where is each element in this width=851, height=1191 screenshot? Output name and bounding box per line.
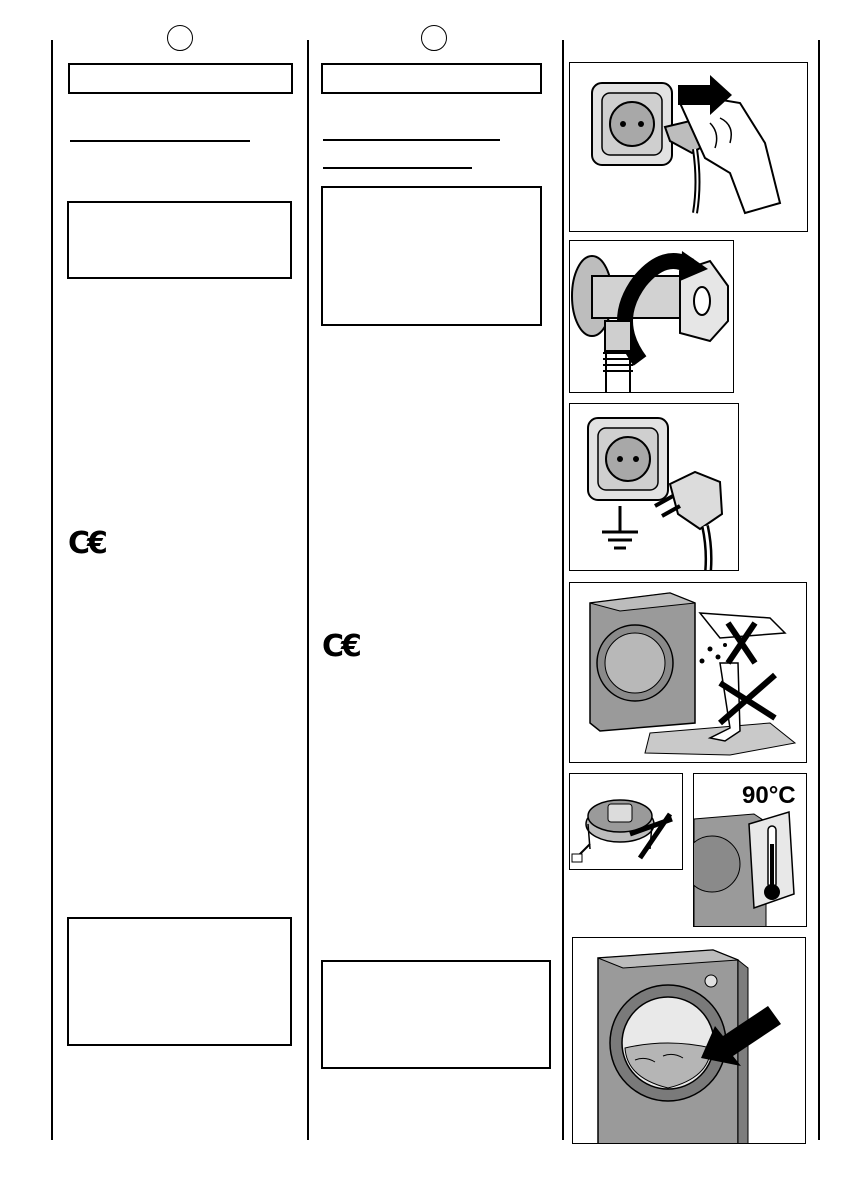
extension-reel-warning-illustration bbox=[569, 773, 683, 870]
unplug-icon bbox=[570, 63, 808, 232]
ce-mark-left: C€ bbox=[68, 526, 105, 561]
tap-illustration bbox=[569, 240, 734, 393]
far-right-column-rule bbox=[818, 40, 820, 1140]
earthed-socket-illustration bbox=[569, 403, 739, 571]
door-water-icon bbox=[573, 938, 806, 1144]
notice-box-left-bottom bbox=[67, 917, 292, 1046]
section-title-box-left bbox=[68, 63, 293, 94]
ce-mark-right: C€ bbox=[322, 629, 359, 664]
subheading-rule-right-1 bbox=[323, 139, 500, 141]
no-extension-reel-icon bbox=[570, 774, 683, 870]
subheading-rule-left bbox=[70, 140, 250, 142]
notice-box-right-top bbox=[321, 186, 542, 326]
earthed-socket-icon bbox=[570, 404, 739, 571]
water-tap-icon bbox=[570, 241, 734, 393]
right-column-rule bbox=[562, 40, 564, 1140]
section-title-box-right bbox=[321, 63, 542, 94]
temperature-label: 90°C bbox=[742, 782, 796, 809]
notice-box-right-bottom bbox=[321, 960, 551, 1069]
left-column-rule bbox=[51, 40, 53, 1140]
language-badge-right bbox=[421, 25, 447, 51]
middle-column-rule bbox=[307, 40, 309, 1140]
notice-box-left-top bbox=[67, 201, 292, 279]
language-badge-left bbox=[167, 25, 193, 51]
unplug-illustration bbox=[569, 62, 808, 232]
subheading-rule-right-2 bbox=[323, 167, 472, 169]
wet-hands-warning-illustration bbox=[569, 582, 807, 763]
hot-door-warning-illustration bbox=[693, 773, 807, 927]
no-wet-hands-icon bbox=[570, 583, 807, 763]
door-water-illustration bbox=[572, 937, 806, 1144]
